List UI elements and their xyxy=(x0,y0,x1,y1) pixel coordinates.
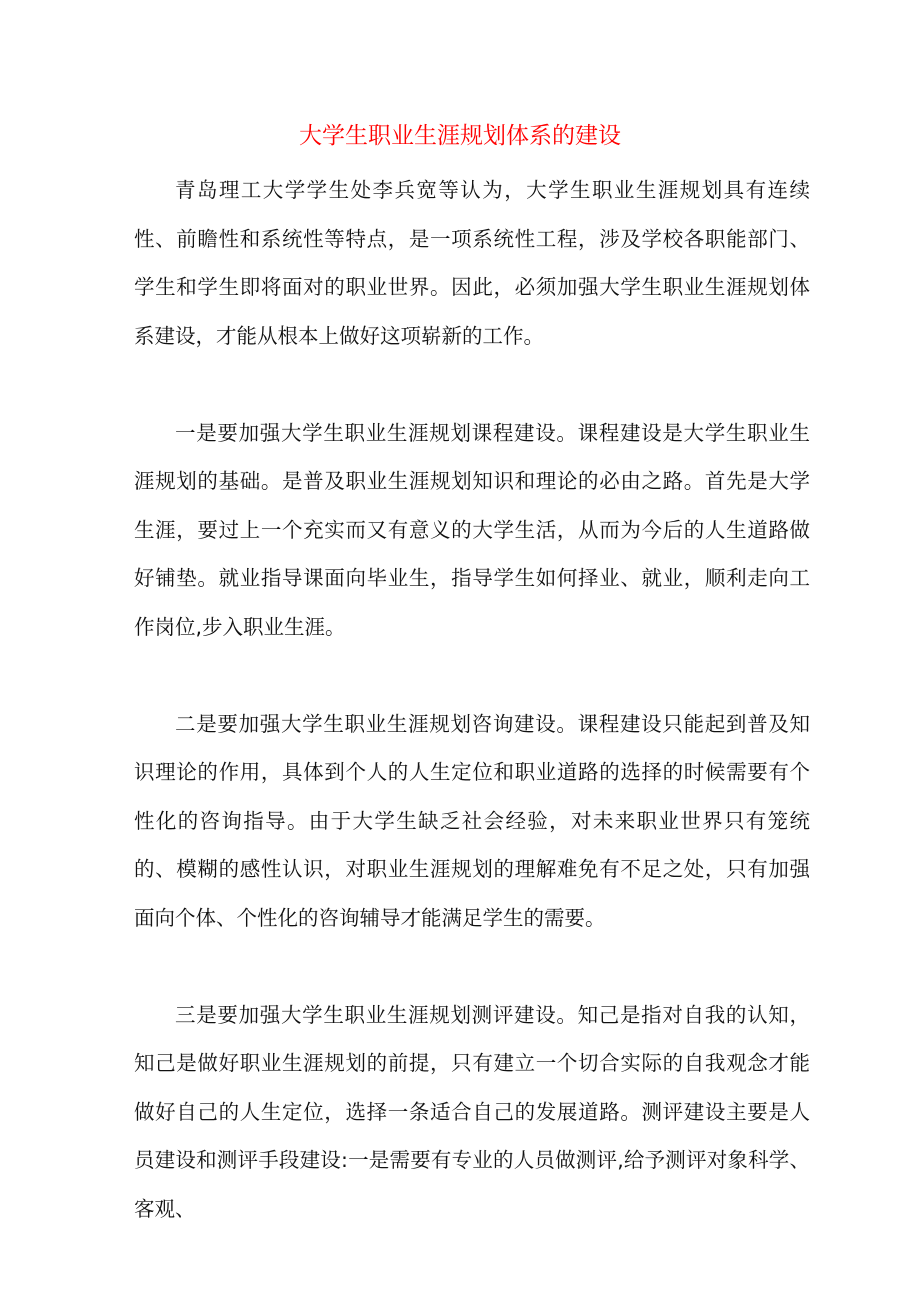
paragraph-assessment-construction: 三是要加强大学生职业生涯规划测评建设。知己是指对自我的认知，知己是做好职业生涯规划的前提，只有建立一个切合实际的自我观念才能做好自己的人生定位，选择一条适合自己的发展道路。测评建设主要是人员建设和测评手段建设:一是需要有专业的人员做测评,给予测评对象科学、客观、 xyxy=(134,1002,810,1221)
paragraph-spacer xyxy=(134,651,810,700)
document-title: 大学生职业生涯规划体系的建设 xyxy=(299,123,621,149)
paragraph-consulting-construction: 二是要加强大学生职业生涯规划咨询建设。课程建设只能起到普及知识理论的作用，具体到个人的人生定位和职业道路的选择的时候需要有个性化的咨询指导。由于大学生缺乏社会经验，对未来职业世界只有笼统的、模糊的感性认识，对职业生涯规划的理解难免有不足之处，只有加强面向个体、个性化的咨询辅导才能满足学生的需要。 xyxy=(134,711,810,930)
paragraph-course-construction: 一是要加强大学生职业生涯规划课程建设。课程建设是大学生职业生涯规划的基础。是普及职业生涯规划知识和理论的必由之路。首先是大学生涯，要过上一个充实而又有意义的大学生活，从而为今后的人生道路做好铺垫。就业指导课面向毕业生，指导学生如何择业、就业，顺利走向工作岗位,步入职业生涯。 xyxy=(134,420,810,639)
paragraph-intro: 青岛理工大学学生处李兵宽等认为，大学生职业生涯规划具有连续性、前瞻性和系统性等特点，是一项系统性工程，涉及学校各职能部门、学生和学生即将面对的职业世界。因此，必须加强大学生职业生涯规划体系建设，才能从根本上做好这项崭新的工作。 xyxy=(134,178,810,348)
paragraph-spacer xyxy=(134,942,810,991)
paragraph-spacer xyxy=(134,360,810,409)
document-body xyxy=(134,166,810,1233)
